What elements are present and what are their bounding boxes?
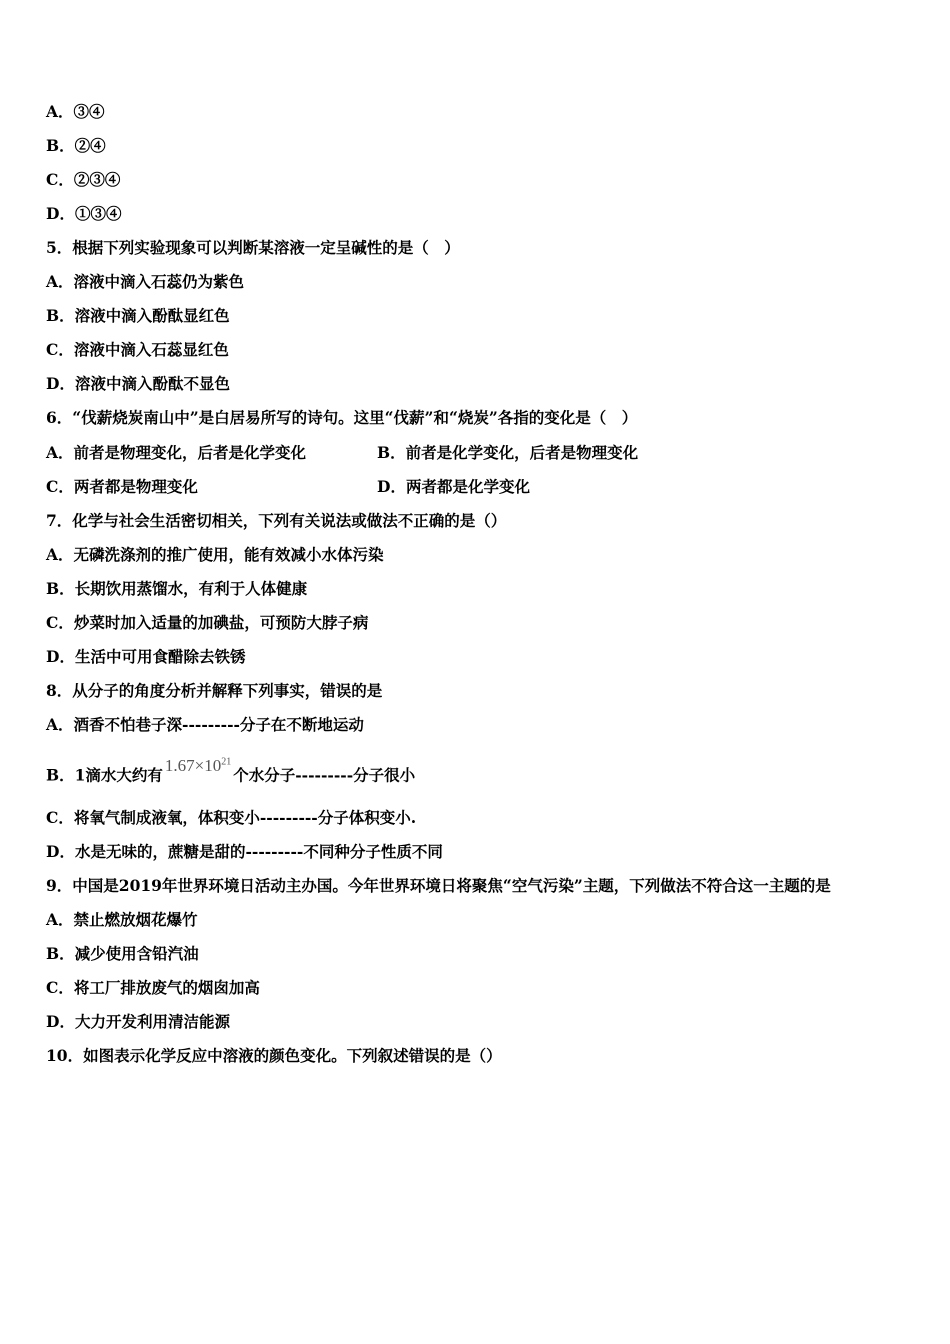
q5-option-b: [46, 306, 230, 326]
option-text: 两者都是化学变化: [405, 477, 530, 496]
option-label: B．: [46, 306, 75, 325]
option-label: D．: [46, 204, 75, 223]
option-label: C．: [46, 477, 74, 496]
q9-option-b: [46, 944, 199, 964]
option-label: D．: [46, 647, 75, 666]
q7-option-d: [46, 647, 245, 667]
option-label: B．: [46, 579, 75, 598]
q7-option-c: [46, 613, 368, 633]
option-text: 溶液中滴入石蕊显红色: [73, 340, 229, 359]
formula: [165, 756, 231, 775]
option-text: 水是无味的，蔗糖是甜的---------不同种分子性质不同: [74, 842, 443, 861]
option-text: 生活中可用食醋除去铁锈: [74, 647, 246, 666]
q7-option-b: [46, 579, 307, 599]
option-label: A．: [46, 715, 74, 734]
q6-stem: 6．“伐薪烧炭南山中”是白居易所写的诗句。这里“伐薪”和“烧炭”各指的变化是（ ）: [46, 408, 638, 427]
option-text: 长期饮用蒸馏水，有利于人体健康: [74, 579, 308, 598]
q9-option-c: [46, 978, 260, 998]
option-text: 炒菜时加入适量的加碘盐，可预防大脖子病: [73, 613, 369, 632]
option-text: 前者是物理变化，后者是化学变化: [73, 443, 307, 462]
option-label: C．: [46, 978, 74, 997]
option-label: B．: [46, 136, 75, 155]
option-label: D．: [46, 374, 75, 393]
option-text-before: 1滴水大约有: [74, 765, 163, 785]
q8-option-c: [46, 808, 416, 828]
q5-option-a: [46, 272, 244, 292]
q10-stem: 10．如图表示化学反应中溶液的颜色变化。下列叙述错误的是（）: [46, 1046, 502, 1065]
q8-option-a: [46, 715, 364, 735]
option-text: ③④: [73, 102, 105, 121]
q7-option-a: [46, 545, 384, 565]
q6-option-c: [46, 477, 198, 497]
option-text: 溶液中滴入石蕊仍为紫色: [73, 272, 245, 291]
option-label: C．: [46, 808, 74, 827]
q6-option-b: [377, 443, 638, 463]
q9-option-a: [46, 910, 198, 930]
option-label: B．: [377, 443, 406, 462]
option-text: 无磷洗涤剂的推广使用，能有效减小水体污染: [73, 545, 384, 564]
option-label: D．: [377, 477, 406, 496]
option-text: 前者是化学变化，后者是物理变化: [405, 443, 639, 462]
option-text: ①③④: [74, 204, 122, 223]
q5-option-c: [46, 340, 229, 360]
option-label: C．: [46, 170, 74, 189]
q9-stem: 9．中国是2019年世界环境日活动主办国。今年世界环境日将聚焦“空气污染”主题，下列做法不符合这一主题的是: [46, 876, 831, 895]
q6-option-a: [46, 443, 306, 463]
option-text: 溶液中滴入酚酞显红色: [74, 306, 230, 325]
q9-option-d: [46, 1012, 230, 1032]
q8-option-d: [46, 842, 443, 862]
option-text: 两者都是物理变化: [73, 477, 198, 496]
option-text: 大力开发利用清洁能源: [74, 1012, 230, 1031]
q4-option-c: [46, 170, 120, 190]
option-text: 酒香不怕巷子深---------分子在不断地运动: [73, 715, 364, 734]
q7-stem: 7．化学与社会生活密切相关，下列有关说法或做法不正确的是（）: [46, 511, 507, 530]
option-text: 减少使用含铅汽油: [74, 944, 199, 963]
option-text: 禁止燃放烟花爆竹: [73, 910, 198, 929]
option-label: D．: [46, 1012, 75, 1031]
q6-option-d: [377, 477, 530, 497]
option-label: C．: [46, 613, 74, 632]
q5-stem: 5．根据下列实验现象可以判断某溶液一定呈碱性的是（ ）: [46, 238, 460, 257]
option-text: 溶液中滴入酚酞不显色: [74, 374, 230, 393]
option-label: A．: [46, 272, 74, 291]
formula-exponent: 21: [221, 756, 232, 767]
option-label: A．: [46, 910, 74, 929]
q4-option-a: [46, 102, 105, 122]
option-text: ②④: [74, 136, 106, 155]
option-text: 将工厂排放废气的烟囱加高: [73, 978, 260, 997]
option-text: ②③④: [73, 170, 121, 189]
option-label: B．: [46, 765, 75, 785]
q8-stem: 8．从分子的角度分析并解释下列事实，错误的是: [46, 681, 383, 700]
option-label: A．: [46, 545, 74, 564]
option-label: D．: [46, 842, 75, 861]
option-text-after: 个水分子---------分子很小: [233, 765, 416, 785]
option-label: A．: [46, 102, 74, 121]
option-label: C．: [46, 340, 74, 359]
q5-option-d: [46, 374, 230, 394]
formula-base: 1.67×10: [164, 755, 222, 775]
option-text: 将氧气制成液氧，体积变小---------分子体积变小.: [73, 808, 417, 827]
q8-option-b: [46, 755, 416, 786]
q4-option-b: [46, 136, 106, 156]
q4-option-d: [46, 204, 121, 224]
option-label: A．: [46, 443, 74, 462]
option-label: B．: [46, 944, 75, 963]
